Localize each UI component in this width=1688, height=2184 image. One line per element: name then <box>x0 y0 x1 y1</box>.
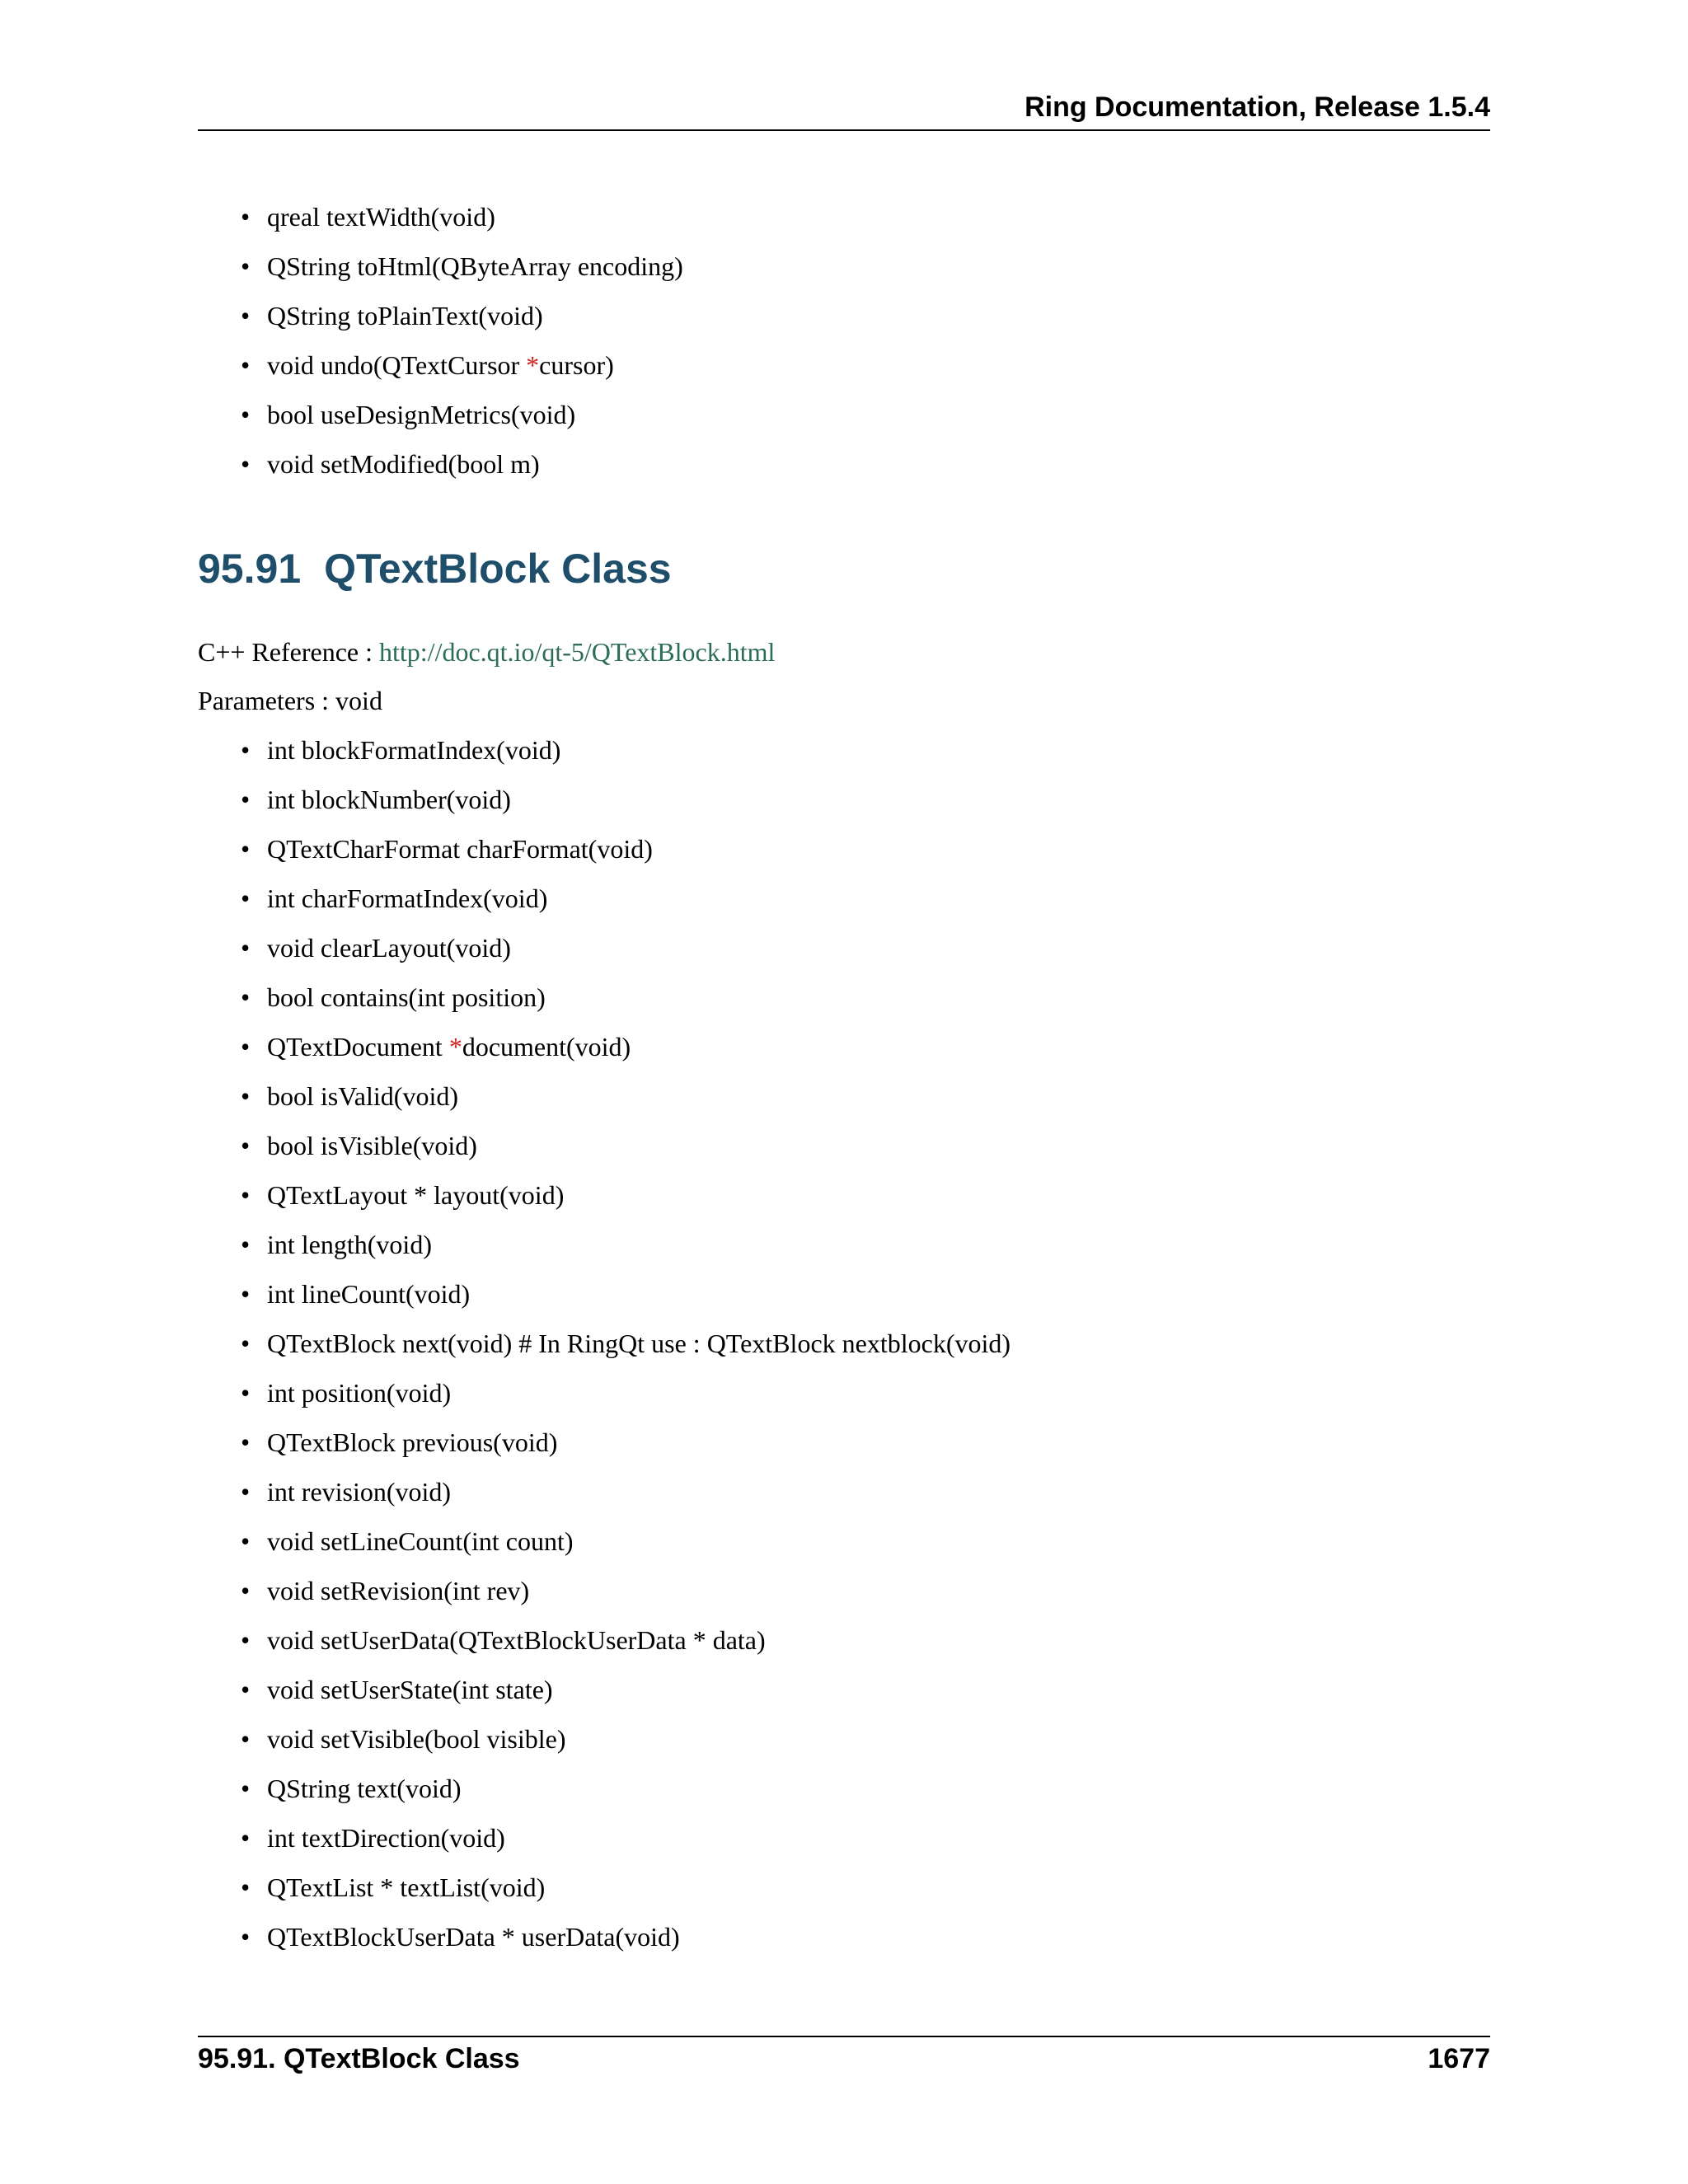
list-item: • QString toHtml(QByteArray encoding) <box>198 241 683 291</box>
list-item: • int revision(void) <box>198 1467 1010 1516</box>
list-item: • qreal textWidth(void) <box>198 192 683 241</box>
list-item: • int lineCount(void) <box>198 1269 1010 1319</box>
list-item: • int length(void) <box>198 1220 1010 1269</box>
list-item: • void setUserState(int state) <box>198 1665 1010 1714</box>
list-item: • int textDirection(void) <box>198 1813 1010 1863</box>
list-item: • bool isVisible(void) <box>198 1121 1010 1170</box>
list-item: • QTextBlockUserData * userData(void) <box>198 1912 1010 1961</box>
page-number: 1677 <box>1428 2043 1490 2074</box>
list-item: • QTextCharFormat charFormat(void) <box>198 824 1010 874</box>
cpp-reference <box>198 627 775 677</box>
section-title: QTextBlock Class <box>324 546 672 592</box>
running-header: Ring Documentation, Release 1.5.4 <box>1025 91 1490 123</box>
list-item: • void setLineCount(int count) <box>198 1516 1010 1566</box>
list-item: • void setVisible(bool visible) <box>198 1714 1010 1764</box>
parameters-line: Parameters : void <box>198 686 382 715</box>
pointer-star: * <box>448 1032 462 1062</box>
pointer-star: * <box>526 350 540 380</box>
method-list <box>198 725 1010 1961</box>
footer-rule <box>198 2036 1490 2037</box>
reference-link[interactable]: http://doc.qt.io/qt-5/QTextBlock.html <box>379 637 776 667</box>
list-item: • QTextDocument *document(void) <box>198 1022 1010 1071</box>
footer-section-label: 95.91. QTextBlock Class <box>198 2043 520 2074</box>
list-item: • void clearLayout(void) <box>198 923 1010 972</box>
list-item: • QTextList * textList(void) <box>198 1863 1010 1912</box>
section-number: 95.91 <box>198 546 302 592</box>
list-item: • void setRevision(int rev) <box>198 1566 1010 1615</box>
list-item: • QTextBlock previous(void) <box>198 1418 1010 1467</box>
list-item: • QTextBlock next(void) # In RingQt use : QTextBlock nextblock(void) <box>198 1319 1010 1368</box>
list-item: • QString toPlainText(void) <box>198 291 683 340</box>
method-list-continued <box>198 192 683 489</box>
list-item: • bool useDesignMetrics(void) <box>198 390 683 439</box>
list-item: • void undo(QTextCursor *cursor) <box>198 340 683 390</box>
header-rule <box>198 129 1490 131</box>
list-item: • QTextLayout * layout(void) <box>198 1170 1010 1220</box>
list-item: • int blockFormatIndex(void) <box>198 725 1010 775</box>
reference-label: C++ Reference : <box>198 637 379 667</box>
list-item: • void setUserData(QTextBlockUserData * data) <box>198 1615 1010 1665</box>
list-item: • int position(void) <box>198 1368 1010 1418</box>
list-item: • bool isValid(void) <box>198 1071 1010 1121</box>
list-item: • QString text(void) <box>198 1764 1010 1813</box>
list-item: • int charFormatIndex(void) <box>198 874 1010 923</box>
section-heading <box>198 540 672 598</box>
list-item: • int blockNumber(void) <box>198 775 1010 824</box>
list-item: • bool contains(int position) <box>198 972 1010 1022</box>
list-item: • void setModified(bool m) <box>198 439 683 489</box>
